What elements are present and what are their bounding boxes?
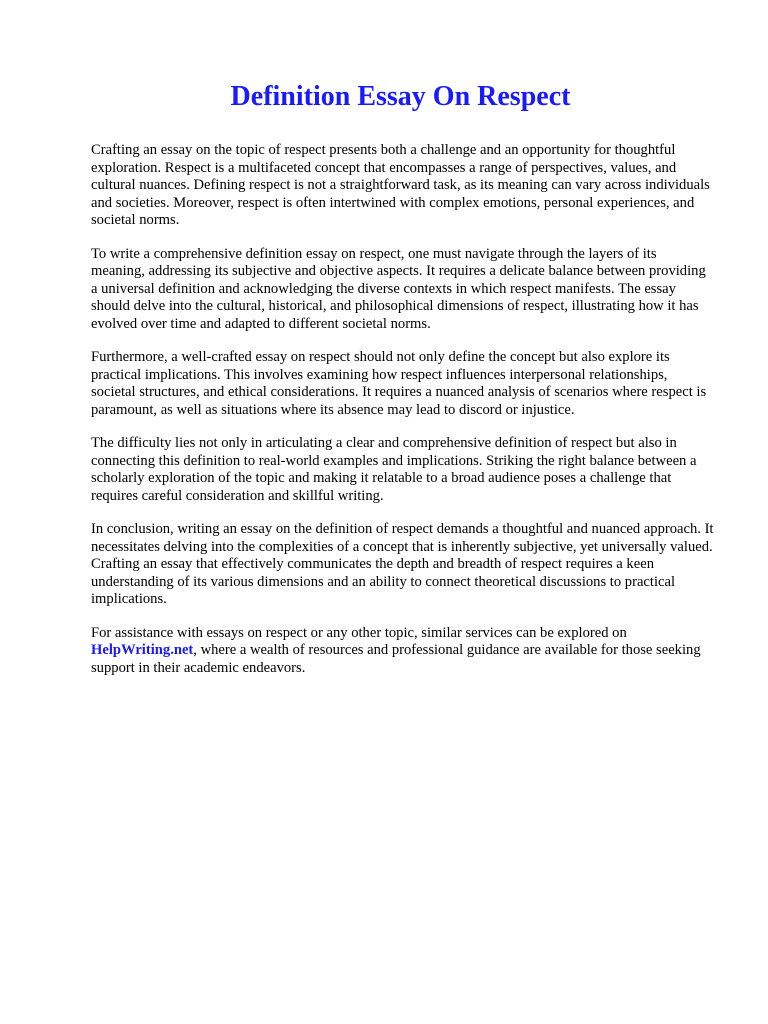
- paragraph-6: [91, 625, 714, 678]
- helpwriting-link[interactable]: HelpWriting.net: [91, 642, 194, 658]
- paragraph-5: In conclusion, writing an essay on the definition of respect demands a thoughtful and nuanced approach. It necessitates delving into the complexities of a concept that is inherently subjective, yet universally valued. Crafting an essay that effectively communicates the depth and breadth of respect requires a keen understanding of its various dimensions and an ability to connect theoretical discussions to practical implications.: [91, 521, 714, 607]
- paragraph-6-intro: For assistance with essays on respect or any other topic, similar services can be explored on: [91, 624, 627, 641]
- essay-body: [91, 142, 714, 677]
- paragraph-2: To write a comprehensive definition essay on respect, one must navigate through the layers of its meaning, addressing its subjective and objective aspects. It requires a delicate balance between providing a universal definition and acknowledging the diverse contexts in which respect manifests. The essay should delve into the cultural, historical, and philosophical dimensions of respect, illustrating how it has evolved over time and adapted to different societal norms.: [91, 245, 706, 332]
- paragraph-1: Crafting an essay on the topic of respect presents both a challenge and an opportunity for thoughtful exploration. Respect is a multifaceted concept that encompasses a range of perspectives, values, and cultural nuances. Defining respect is not a straightforward task, as its meaning can vary across individuals and societies. Moreover, respect is often intertwined with complex emotions, personal experiences, and societal norms.: [91, 142, 710, 228]
- paragraph-4: The difficulty lies not only in articulating a clear and comprehensive definition of respect but also in connecting this definition to real-world examples and implications. Striking the right balance between a scholarly exploration of the topic and making it relatable to a broad audience poses a challenge that requires careful consideration and skillful writing.: [91, 435, 697, 504]
- page-title: Definition Essay On Respect: [230, 81, 571, 112]
- paragraph-3: Furthermore, a well-crafted essay on respect should not only define the concept but also explore its practical implications. This involves examining how respect influences interpersonal relationships, societal structures, and ethical considerations. It requires a nuanced analysis of scenarios where respect is paramount, as well as situations where its absence may lead to discord or injustice.: [91, 349, 707, 418]
- paragraph-6-outro: , where a wealth of resources and professional guidance are available for those seeking support in their academic endeavors.: [91, 642, 701, 676]
